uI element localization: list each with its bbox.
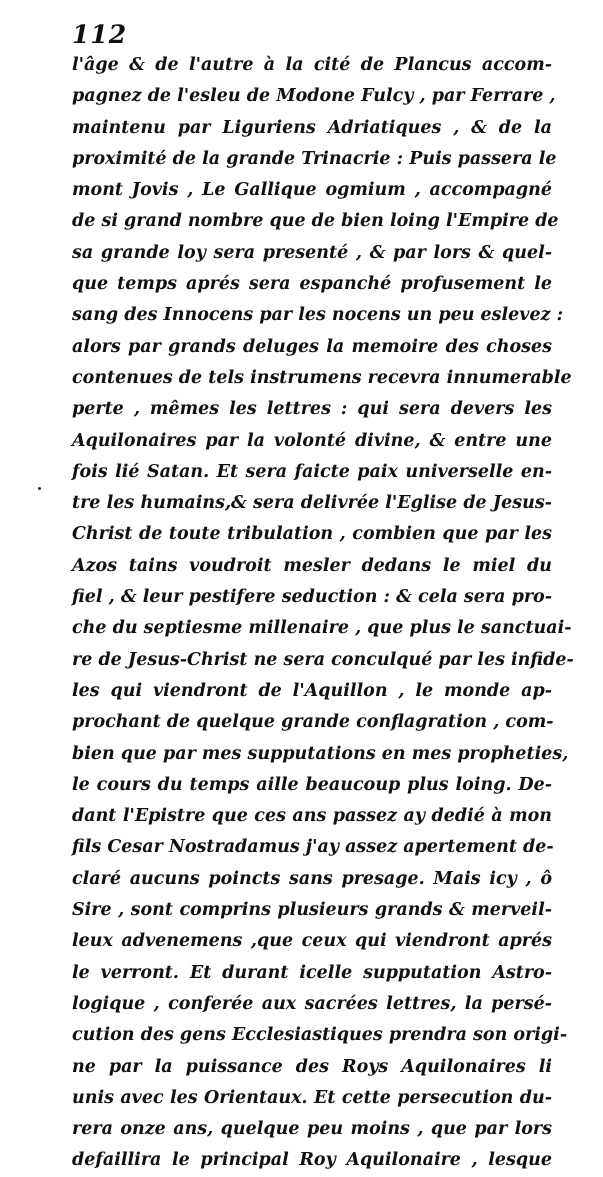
- text-line: Azos tains voudroit mesler dedans le miel du: [72, 555, 552, 576]
- text-line: fils Cesar Nostradamus j'ay assez apertement de-: [72, 837, 554, 858]
- text-line: de si grand nombre que de bien loing l'Empire de: [72, 211, 559, 232]
- text-line: que temps aprés sera espanché profusement le: [72, 274, 552, 295]
- text-line: mont Jovis , Le Gallique ogmium , accompagné: [72, 180, 552, 201]
- text-line: fois lié Satan. Et sera faicte paix universelle en-: [72, 461, 552, 482]
- text-line: maintenu par Liguriens Adriatiques , & de la: [72, 117, 552, 138]
- body-text: [72, 50, 574, 1177]
- text-line: sa grande loy sera presenté , & par lors & quel-: [72, 242, 552, 263]
- text-line: fiel , & leur pestifere seduction : & cela sera pro-: [72, 587, 552, 608]
- text-line: rera onze ans, quelque peu moins , que par lors: [72, 1119, 552, 1140]
- text-line: Aquilonaires par la volonté divine, & entre une: [72, 430, 552, 451]
- text-line: Christ de toute tribulation , combien que par les: [72, 524, 552, 545]
- text-line: le verront. Et durant icelle supputation Astro-: [72, 962, 552, 983]
- text-line: perte , mêmes les lettres : qui sera devers les: [72, 399, 552, 420]
- ink-speck: [38, 487, 41, 490]
- text-line: logique , conferée aux sacrées lettres, la persé-: [72, 993, 552, 1014]
- text-line: claré aucuns poincts sans presage. Mais icy , ô: [72, 868, 552, 889]
- text-line: defaillira le principal Roy Aquilonaire , lesque: [72, 1150, 552, 1171]
- text-line: le cours du temps aille beaucoup plus loing. De-: [72, 774, 552, 795]
- text-line: sang des Innocens par les nocens un peu eslevez :: [72, 305, 564, 326]
- text-line: Sire , sont comprins plusieurs grands & merveil-: [72, 900, 552, 921]
- text-line: cution des gens Ecclesiastiques prendra son origi-: [72, 1025, 568, 1046]
- text-line: re de Jesus-Christ ne sera conculqué par les infide-: [72, 649, 574, 670]
- text-line: contenues de tels instrumens recevra innumerable: [72, 367, 572, 388]
- page-number: 112: [72, 20, 128, 49]
- text-line: leux advenemens ,que ceux qui viendront aprés: [72, 931, 552, 952]
- text-line: che du septiesme millenaire , que plus le sanctuai-: [72, 618, 572, 639]
- text-line: proximité de la grande Trinacrie : Puis passera le: [72, 148, 557, 169]
- text-line: les qui viendront de l'Aquillon , le monde ap-: [72, 680, 552, 701]
- text-line: dant l'Epistre que ces ans passez ay dedié à mon: [72, 806, 552, 827]
- text-line: ne par la puissance des Roys Aquilonaires li: [72, 1056, 552, 1077]
- text-line: tre les humains,& sera delivrée l'Eglise de Jesus-: [72, 493, 552, 514]
- text-line: unis avec les Orientaux. Et cette persecution du-: [72, 1087, 552, 1108]
- text-line: prochant de quelque grande conflagration , com-: [72, 712, 554, 733]
- text-line: pagnez de l'esleu de Modone Fulcy , par Ferrare ,: [72, 86, 556, 107]
- text-line: bien que par mes supputations en mes propheties,: [72, 743, 569, 764]
- text-line: l'âge & de l'autre à la cité de Plancus accom-: [72, 55, 552, 75]
- text-line: alors par grands deluges la memoire des choses: [72, 336, 552, 357]
